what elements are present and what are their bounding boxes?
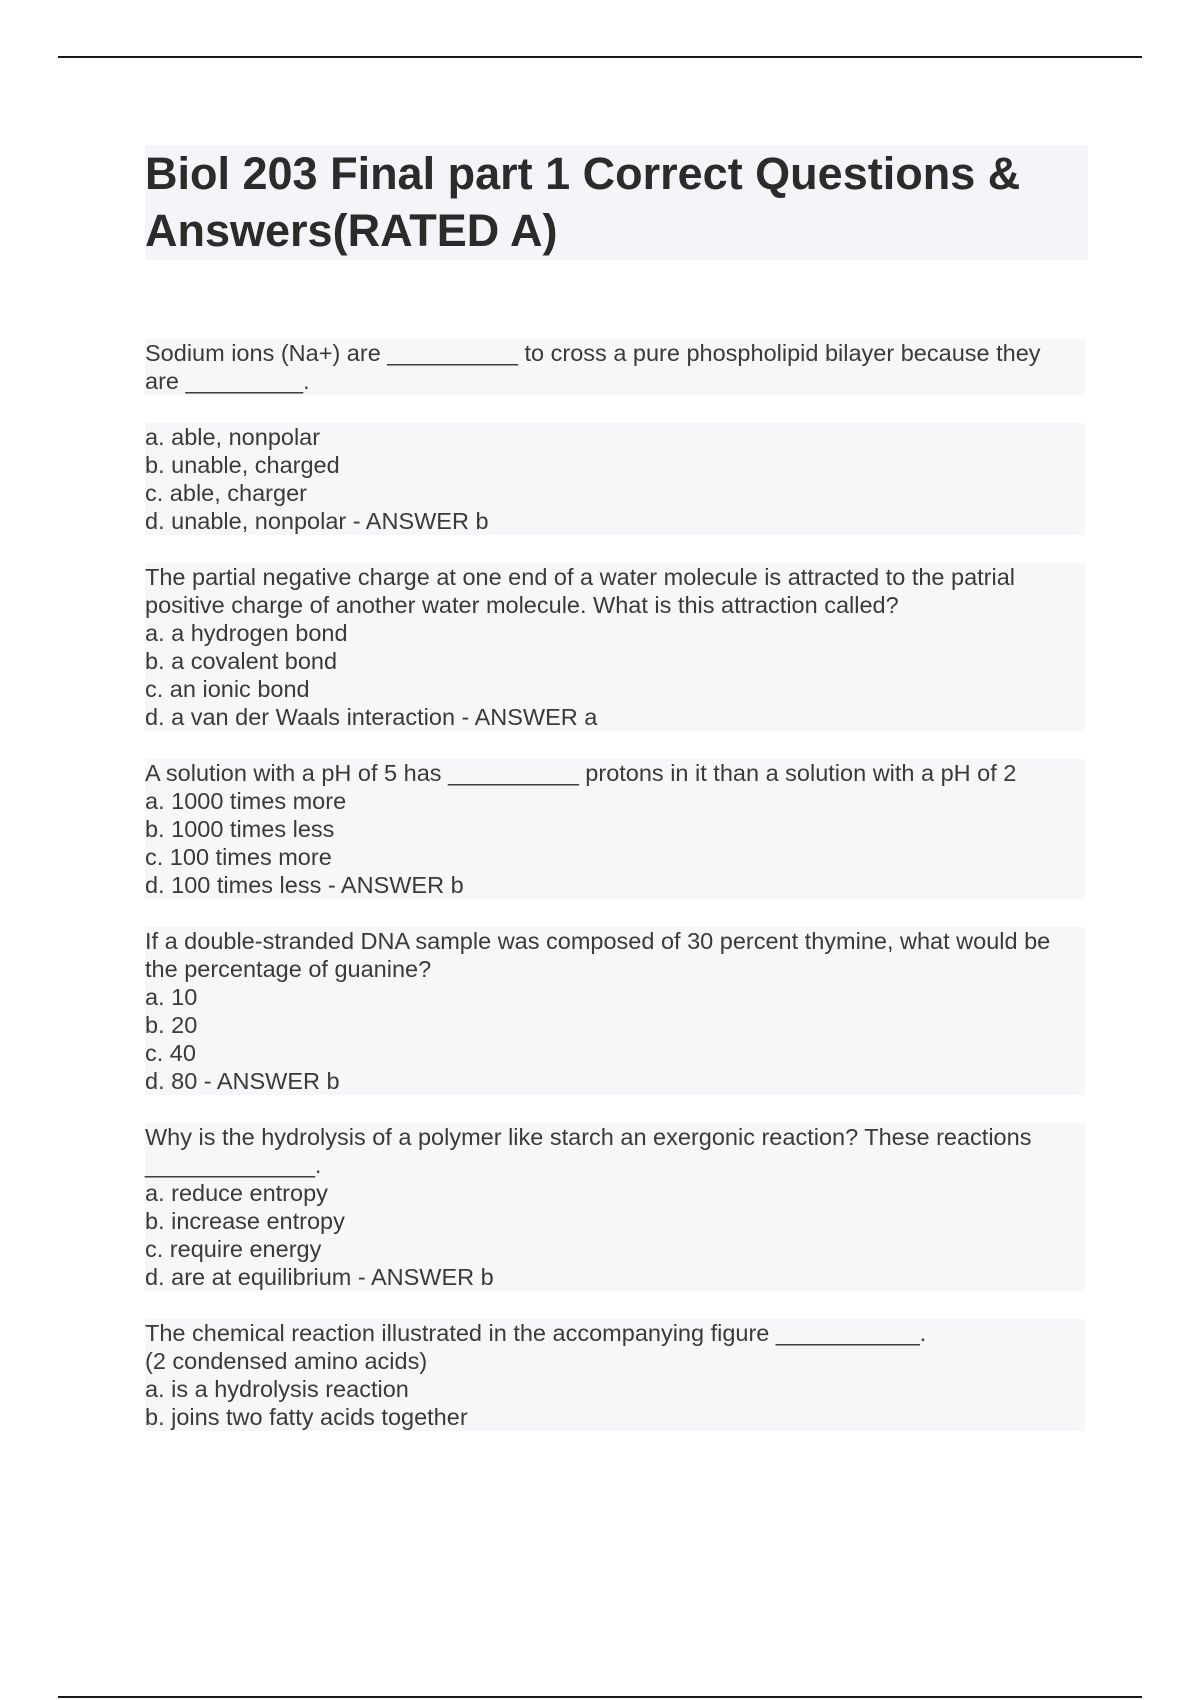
answer-option: c. 100 times more bbox=[145, 843, 1085, 871]
answer-option: b. a covalent bond bbox=[145, 647, 1085, 675]
question-text: If a double-stranded DNA sample was composed of 30 percent thymine, what would be bbox=[145, 927, 1085, 955]
answer-option: b. 20 bbox=[145, 1011, 1085, 1039]
question-text: Why is the hydrolysis of a polymer like starch an exergonic reaction? These reactions bbox=[145, 1123, 1085, 1151]
spacer bbox=[145, 1291, 1085, 1319]
spacer bbox=[145, 731, 1085, 759]
question-text: are _________. bbox=[145, 367, 1085, 395]
answer-option: a. 1000 times more bbox=[145, 787, 1085, 815]
answer-option: d. a van der Waals interaction - ANSWER a bbox=[145, 703, 1085, 731]
answer-option: a. 10 bbox=[145, 983, 1085, 1011]
question-block bbox=[145, 563, 1085, 731]
bottom-divider bbox=[58, 1696, 1142, 1698]
question-block bbox=[145, 339, 1085, 535]
document-title: Biol 203 Final part 1 Correct Questions & Answers(RATED A) bbox=[145, 148, 1021, 256]
answer-option: d. are at equilibrium - ANSWER b bbox=[145, 1263, 1085, 1291]
answer-option: d. 100 times less - ANSWER b bbox=[145, 871, 1085, 899]
spacer bbox=[145, 1095, 1085, 1123]
answer-option: c. able, charger bbox=[145, 479, 1085, 507]
question-text: positive charge of another water molecule. What is this attraction called? bbox=[145, 591, 1085, 619]
question-text: A solution with a pH of 5 has __________ protons in it than a solution with a pH of 2 bbox=[145, 759, 1085, 787]
answer-option: c. 40 bbox=[145, 1039, 1085, 1067]
answer-option: a. a hydrogen bond bbox=[145, 619, 1085, 647]
answer-option: d. unable, nonpolar - ANSWER b bbox=[145, 507, 1085, 535]
question-block bbox=[145, 759, 1085, 899]
answer-option: b. 1000 times less bbox=[145, 815, 1085, 843]
answer-option: b. joins two fatty acids together bbox=[145, 1403, 1085, 1431]
question-text: The chemical reaction illustrated in the accompanying figure ___________. bbox=[145, 1319, 1085, 1347]
question-text: _____________. bbox=[145, 1151, 1085, 1179]
question-text: Sodium ions (Na+) are __________ to cross a pure phospholipid bilayer because they bbox=[145, 339, 1085, 367]
answer-option: c. an ionic bond bbox=[145, 675, 1085, 703]
answer-option: b. unable, charged bbox=[145, 451, 1085, 479]
blank-line bbox=[145, 395, 1085, 423]
question-text: (2 condensed amino acids) bbox=[145, 1347, 1085, 1375]
question-block bbox=[145, 1319, 1085, 1431]
answer-option: c. require energy bbox=[145, 1235, 1085, 1263]
questions-container bbox=[145, 339, 1085, 1431]
answer-option: a. is a hydrolysis reaction bbox=[145, 1375, 1085, 1403]
spacer bbox=[145, 535, 1085, 563]
top-divider bbox=[58, 56, 1142, 58]
question-block bbox=[145, 1123, 1085, 1291]
question-block bbox=[145, 927, 1085, 1095]
question-text: the percentage of guanine? bbox=[145, 955, 1085, 983]
answer-option: b. increase entropy bbox=[145, 1207, 1085, 1235]
answer-option: d. 80 - ANSWER b bbox=[145, 1067, 1085, 1095]
answer-option: a. able, nonpolar bbox=[145, 423, 1085, 451]
question-text: The partial negative charge at one end of a water molecule is attracted to the patrial bbox=[145, 563, 1085, 591]
title-block bbox=[145, 145, 1088, 260]
spacer bbox=[145, 899, 1085, 927]
answer-option: a. reduce entropy bbox=[145, 1179, 1085, 1207]
